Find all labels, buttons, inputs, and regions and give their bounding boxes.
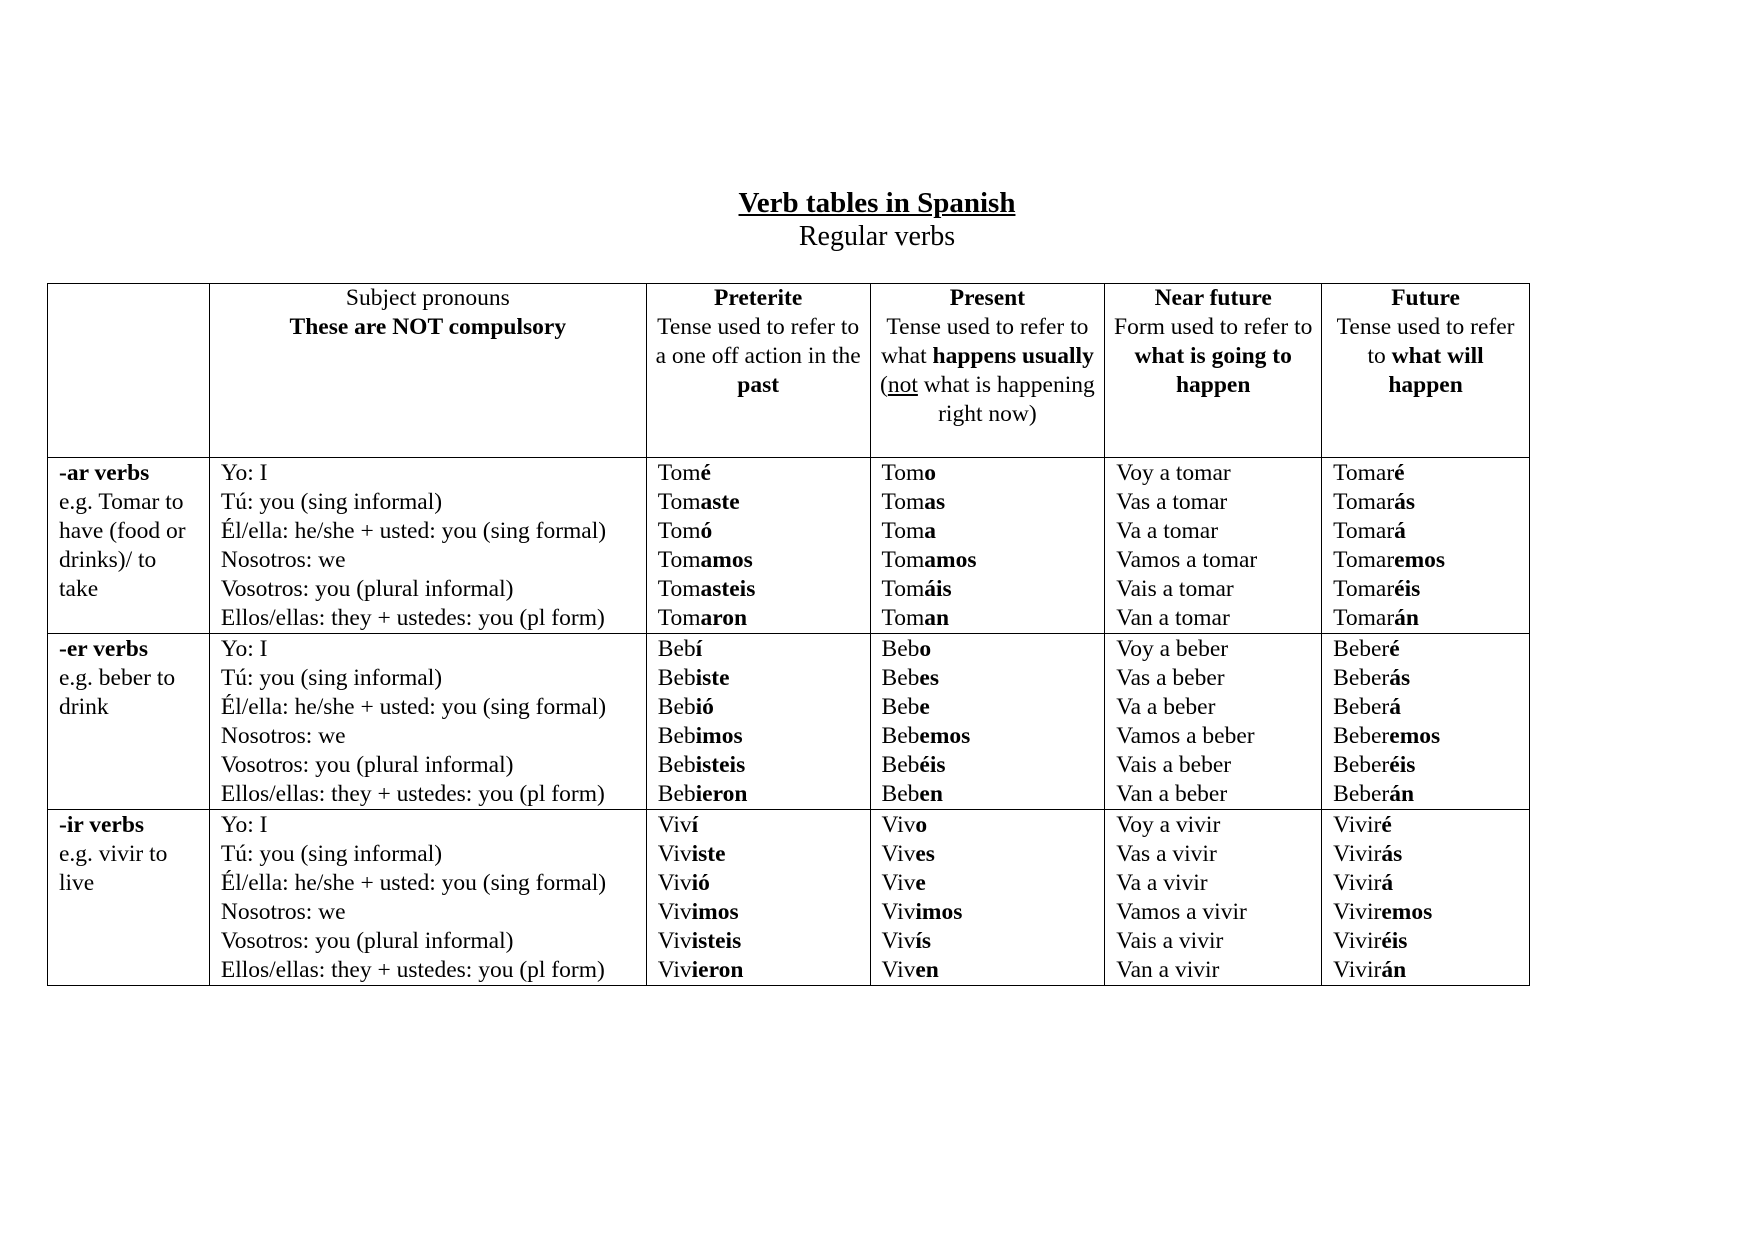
stem: Beb <box>657 723 696 749</box>
ending: ís <box>915 928 932 954</box>
near-future-form: Vamos a tomar <box>1116 547 1258 573</box>
pronoun-line: Ellos/ellas: they + ustedes: you (pl form) <box>220 957 605 983</box>
ending: amos <box>700 547 753 573</box>
stem: Viv <box>881 841 916 867</box>
preterite-form <box>658 693 861 722</box>
stem: Vivir <box>1333 841 1382 867</box>
stem: Tomar <box>1333 460 1395 486</box>
present-form <box>882 751 1096 780</box>
present-form <box>882 488 1096 517</box>
stem: Tom <box>881 489 925 515</box>
stem: Tomar <box>1333 576 1395 602</box>
stem: Beb <box>657 636 696 662</box>
stem: Beb <box>657 665 696 691</box>
near-future-form: Va a vivir <box>1116 870 1208 896</box>
future-cell <box>1322 458 1530 634</box>
ending: emos <box>919 723 971 749</box>
header-pronouns-line2: These are NOT compulsory <box>289 314 567 340</box>
present-form <box>882 780 1096 809</box>
present-form <box>882 898 1096 927</box>
future-form <box>1333 488 1520 517</box>
stem: Viv <box>657 928 692 954</box>
stem: Viv <box>657 870 692 896</box>
ending: ó <box>700 518 713 544</box>
future-form <box>1333 927 1520 956</box>
pronoun-line: Yo: I <box>220 812 268 838</box>
stem: Viv <box>881 870 916 896</box>
header-preterite-desc: Tense used to refer to a one off action in the <box>655 314 861 369</box>
present-cell <box>870 458 1105 634</box>
preterite-form <box>658 956 861 985</box>
near-future-cell <box>1105 810 1322 986</box>
page-subtitle: Regular verbs <box>798 221 956 252</box>
stem: Beber <box>1333 781 1390 807</box>
pronoun-line: Tú: you (sing informal) <box>220 489 443 515</box>
header-row <box>48 284 1530 458</box>
ending: é <box>1381 812 1392 838</box>
present-form <box>882 927 1096 956</box>
pronoun-line: Vosotros: you (plural informal) <box>220 928 514 954</box>
ending: emos <box>1394 547 1446 573</box>
stem: Beb <box>881 665 920 691</box>
header-near-future-desc-bold: what is going to happen <box>1134 343 1292 398</box>
pronoun-line: Tú: you (sing informal) <box>220 665 443 691</box>
header-present <box>870 284 1105 458</box>
stem: Vivir <box>1333 812 1382 838</box>
near-future-form: Vamos a vivir <box>1116 899 1247 925</box>
header-future <box>1322 284 1530 458</box>
present-form <box>882 604 1096 633</box>
header-preterite-heading: Preterite <box>714 285 803 311</box>
ending: e <box>915 870 926 896</box>
ending: é <box>1389 636 1400 662</box>
ending: éis <box>1394 576 1421 602</box>
near-future-form: Voy a beber <box>1116 636 1229 662</box>
preterite-form <box>658 459 861 488</box>
pronoun-line: Él/ella: he/she + usted: you (sing formal) <box>220 694 607 720</box>
present-form <box>882 459 1096 488</box>
future-form <box>1333 840 1520 869</box>
verb-group-row-er-verbs <box>48 634 1530 810</box>
header-empty-cell <box>48 284 210 458</box>
ending: áis <box>924 576 952 602</box>
pronoun-cell <box>209 458 646 634</box>
ending: á <box>1381 870 1394 896</box>
future-form <box>1333 751 1520 780</box>
ending: í <box>695 636 703 662</box>
stem: Tomar <box>1333 605 1395 631</box>
preterite-form <box>658 575 861 604</box>
present-form <box>882 811 1096 840</box>
stem: Tom <box>881 605 925 631</box>
preterite-form <box>658 927 861 956</box>
pronoun-cell <box>209 634 646 810</box>
verb-group-label: -ar verbs <box>59 460 150 486</box>
pronoun-line: Nosotros: we <box>220 723 346 749</box>
ending: en <box>915 957 939 983</box>
ending: ás <box>1394 489 1416 515</box>
ending: á <box>1389 694 1402 720</box>
ending: án <box>1381 957 1407 983</box>
ending: éis <box>1389 752 1416 778</box>
near-future-form: Van a tomar <box>1116 605 1230 631</box>
stem: Viv <box>881 957 916 983</box>
present-form <box>882 722 1096 751</box>
pronoun-line: Yo: I <box>220 636 268 662</box>
near-future-form: Va a beber <box>1116 694 1216 720</box>
ending: ieron <box>691 957 744 983</box>
preterite-form <box>658 664 861 693</box>
pronoun-line: Yo: I <box>220 460 268 486</box>
near-future-form: Voy a tomar <box>1116 460 1231 486</box>
header-present-desc-rest: what is happening right now) <box>917 372 1095 427</box>
stem: Beb <box>881 752 920 778</box>
near-future-form: Vais a tomar <box>1116 576 1234 602</box>
header-present-desc-bold: happens usually <box>932 343 1094 369</box>
preterite-form <box>658 780 861 809</box>
ending: iste <box>691 841 726 867</box>
pronoun-line: Ellos/ellas: they + ustedes: you (pl form) <box>220 781 605 807</box>
present-cell <box>870 810 1105 986</box>
present-form <box>882 693 1096 722</box>
ending: í <box>691 812 699 838</box>
ending: en <box>919 781 943 807</box>
verb-group-row-ar-verbs <box>48 458 1530 634</box>
verb-group-label-cell <box>48 810 210 986</box>
preterite-form <box>658 517 861 546</box>
stem: Beber <box>1333 694 1390 720</box>
ending: isteis <box>691 928 742 954</box>
stem: Beber <box>1333 665 1390 691</box>
near-future-form: Va a tomar <box>1116 518 1219 544</box>
preterite-form <box>658 722 861 751</box>
stem: Beber <box>1333 636 1390 662</box>
stem: Beb <box>881 781 920 807</box>
ending: ió <box>695 694 714 720</box>
near-future-cell <box>1105 458 1322 634</box>
ending: ás <box>1389 665 1411 691</box>
header-future-heading: Future <box>1391 285 1460 311</box>
header-future-desc: Tense used to refer to <box>1336 314 1515 369</box>
stem: Beb <box>657 781 696 807</box>
near-future-form: Van a vivir <box>1116 957 1220 983</box>
ending: á <box>1394 518 1406 544</box>
stem: Beber <box>1333 723 1390 749</box>
ending: aste <box>700 489 740 515</box>
near-future-form: Van a beber <box>1116 781 1228 807</box>
pronoun-line: Vosotros: you (plural informal) <box>220 576 514 602</box>
header-future-desc-bold: what will happen <box>1388 343 1484 398</box>
verb-group-label-cell <box>48 634 210 810</box>
future-form <box>1333 664 1520 693</box>
ending: iste <box>695 665 730 691</box>
stem: Tomar <box>1333 547 1395 573</box>
future-form <box>1333 869 1520 898</box>
stem: Viv <box>657 812 692 838</box>
ending: aron <box>700 605 748 631</box>
future-cell <box>1322 634 1530 810</box>
future-form <box>1333 604 1520 633</box>
future-form <box>1333 635 1520 664</box>
verb-group-example: e.g. Tomar to have (food or drinks)/ to take <box>59 489 186 602</box>
stem: Tom <box>657 518 701 544</box>
stem: Tom <box>881 518 925 544</box>
present-form <box>882 869 1096 898</box>
ending: án <box>1389 781 1415 807</box>
verb-group-example: e.g. vivir to live <box>59 841 168 896</box>
stem: Tom <box>657 605 701 631</box>
stem: Vivir <box>1333 957 1382 983</box>
preterite-form <box>658 898 861 927</box>
preterite-form <box>658 635 861 664</box>
future-form <box>1333 459 1520 488</box>
near-future-cell <box>1105 634 1322 810</box>
preterite-cell <box>646 634 870 810</box>
ending: amos <box>924 547 977 573</box>
ending: án <box>1394 605 1419 631</box>
header-pronouns <box>209 284 646 458</box>
future-form <box>1333 811 1520 840</box>
ending: es <box>915 841 935 867</box>
preterite-cell <box>646 458 870 634</box>
stem: Tom <box>657 489 701 515</box>
header-present-heading: Present <box>949 285 1026 311</box>
present-form <box>882 546 1096 575</box>
verb-group-label: -ir verbs <box>59 812 145 838</box>
near-future-form: Vas a beber <box>1116 665 1225 691</box>
header-near-future-heading: Near future <box>1154 285 1272 311</box>
pronoun-line: Nosotros: we <box>220 547 346 573</box>
verb-group-label-cell <box>48 458 210 634</box>
pronoun-line: Ellos/ellas: they + ustedes: you (pl form) <box>220 605 605 631</box>
ending: o <box>915 812 928 838</box>
stem: Tom <box>657 576 701 602</box>
pronoun-cell <box>209 810 646 986</box>
stem: Beb <box>881 694 920 720</box>
ending: o <box>919 636 932 662</box>
pronoun-line: Tú: you (sing informal) <box>220 841 443 867</box>
ending: imos <box>691 899 739 925</box>
ending: an <box>924 605 950 631</box>
pronoun-line: Vosotros: you (plural informal) <box>220 752 514 778</box>
pronoun-line: Él/ella: he/she + usted: you (sing formal) <box>220 518 607 544</box>
stem: Tom <box>881 576 925 602</box>
stem: Viv <box>881 928 916 954</box>
ending: asteis <box>700 576 756 602</box>
ending: isteis <box>695 752 746 778</box>
header-near-future-desc: Form used to refer to <box>1114 314 1313 340</box>
stem: Tom <box>657 547 701 573</box>
stem: Viv <box>881 812 916 838</box>
header-present-desc: Tense used to refer to what <box>880 314 1089 369</box>
future-form <box>1333 693 1520 722</box>
present-form <box>882 956 1096 985</box>
stem: Beb <box>657 694 696 720</box>
stem: Beb <box>881 636 920 662</box>
near-future-form: Voy a vivir <box>1116 812 1221 838</box>
future-form <box>1333 780 1520 809</box>
future-form <box>1333 956 1520 985</box>
ending: emos <box>1389 723 1441 749</box>
ending: imos <box>915 899 963 925</box>
preterite-cell <box>646 810 870 986</box>
future-form <box>1333 575 1520 604</box>
verb-group-label: -er verbs <box>59 636 148 662</box>
stem: Tom <box>881 460 925 486</box>
ending: e <box>919 694 930 720</box>
ending: é <box>1394 460 1405 486</box>
preterite-form <box>658 869 861 898</box>
near-future-form: Vais a vivir <box>1116 928 1224 954</box>
future-cell <box>1322 810 1530 986</box>
ending: éis <box>1381 928 1408 954</box>
future-form <box>1333 517 1520 546</box>
ending: imos <box>695 723 743 749</box>
near-future-form: Vas a vivir <box>1116 841 1217 867</box>
header-preterite-desc-bold: past <box>737 372 780 398</box>
stem: Viv <box>881 899 916 925</box>
ending: ió <box>691 870 710 896</box>
preterite-form <box>658 840 861 869</box>
title-block <box>0 186 1754 254</box>
header-near-future <box>1105 284 1322 458</box>
header-present-desc-paren: ( <box>880 372 888 398</box>
verb-group-row-ir-verbs <box>48 810 1530 986</box>
near-future-form: Vamos a beber <box>1116 723 1255 749</box>
stem: Beb <box>657 752 696 778</box>
future-form <box>1333 722 1520 751</box>
ending: ieron <box>695 781 748 807</box>
stem: Tom <box>881 547 925 573</box>
near-future-form: Vas a tomar <box>1116 489 1228 515</box>
stem: Vivir <box>1333 870 1382 896</box>
ending: a <box>924 518 937 544</box>
verb-table-body <box>48 458 1530 986</box>
preterite-form <box>658 488 861 517</box>
stem: Tomar <box>1333 489 1395 515</box>
preterite-form <box>658 546 861 575</box>
preterite-form <box>658 811 861 840</box>
preterite-form <box>658 604 861 633</box>
ending: as <box>924 489 946 515</box>
stem: Viv <box>657 841 692 867</box>
ending: ás <box>1381 841 1403 867</box>
ending: emos <box>1381 899 1433 925</box>
future-form <box>1333 546 1520 575</box>
stem: Beber <box>1333 752 1390 778</box>
present-form <box>882 517 1096 546</box>
preterite-form <box>658 751 861 780</box>
stem: Vivir <box>1333 928 1382 954</box>
verb-table <box>47 283 1530 986</box>
stem: Viv <box>657 899 692 925</box>
near-future-form: Vais a beber <box>1116 752 1232 778</box>
page-title: Verb tables in Spanish <box>738 187 1016 219</box>
present-form <box>882 575 1096 604</box>
stem: Tomar <box>1333 518 1395 544</box>
future-form <box>1333 898 1520 927</box>
stem: Vivir <box>1333 899 1382 925</box>
present-form <box>882 840 1096 869</box>
header-pronouns-line1: Subject pronouns <box>345 285 510 311</box>
ending: éis <box>919 752 946 778</box>
pronoun-line: Él/ella: he/she + usted: you (sing formal) <box>220 870 607 896</box>
present-form <box>882 635 1096 664</box>
stem: Tom <box>657 460 701 486</box>
pronoun-line: Nosotros: we <box>220 899 346 925</box>
ending: é <box>700 460 711 486</box>
header-preterite <box>646 284 870 458</box>
present-cell <box>870 634 1105 810</box>
present-form <box>882 664 1096 693</box>
verb-group-example: e.g. beber to drink <box>59 665 176 720</box>
stem: Viv <box>657 957 692 983</box>
header-present-desc-not: not <box>887 372 918 398</box>
stem: Beb <box>881 723 920 749</box>
ending: o <box>924 460 937 486</box>
ending: es <box>919 665 939 691</box>
